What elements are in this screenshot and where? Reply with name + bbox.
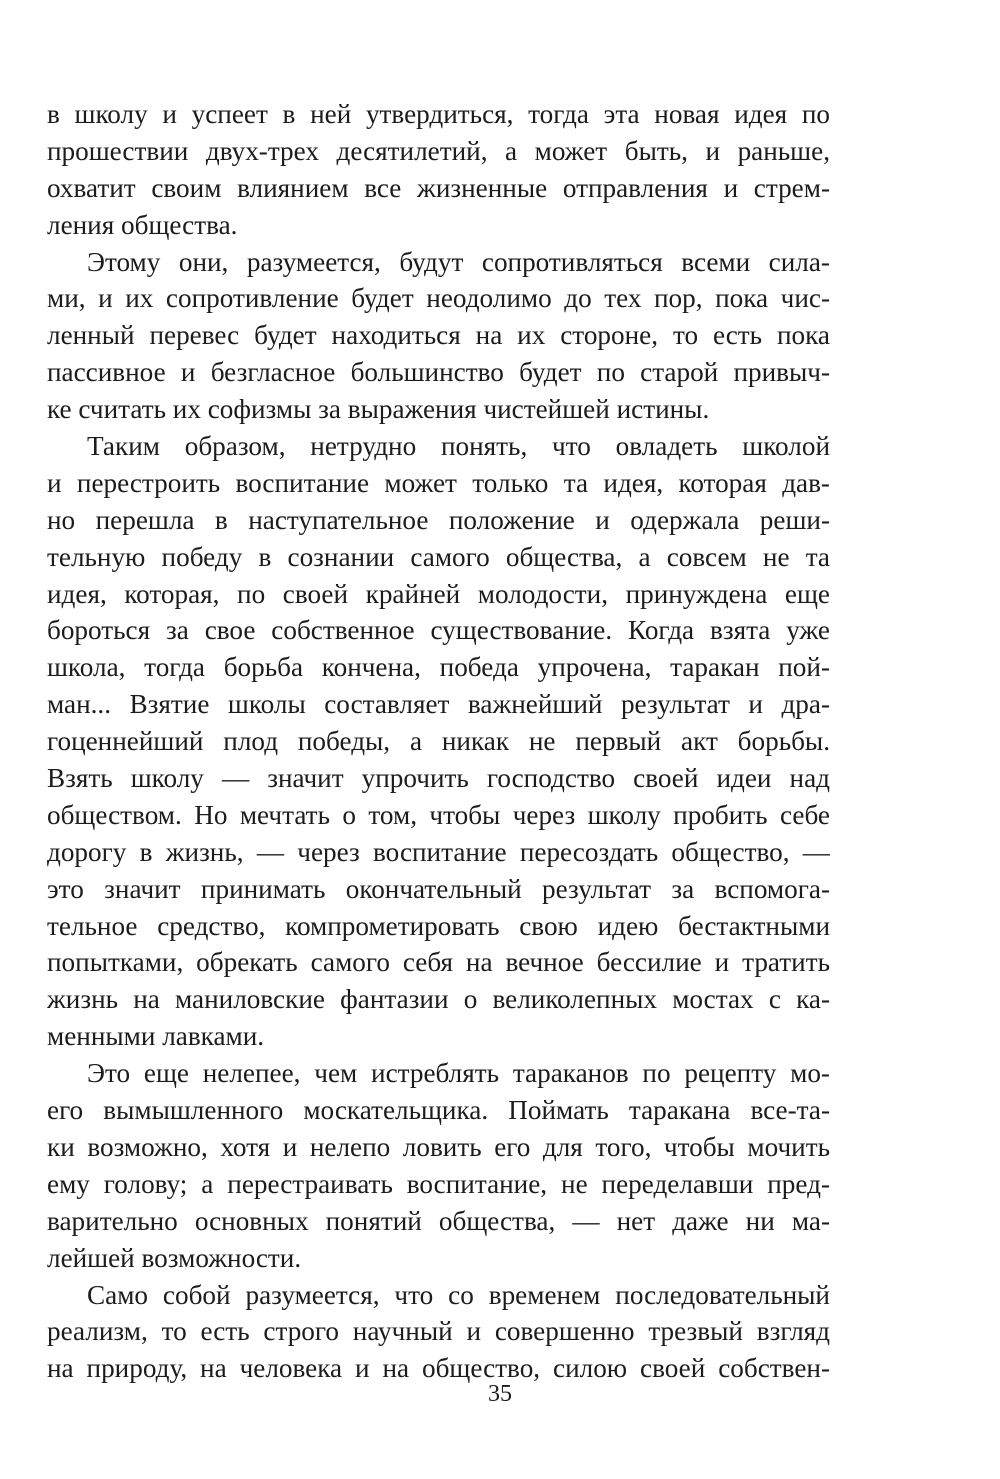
text-line: лейшей возможности. xyxy=(47,1242,302,1273)
text-line: на природу, на человека и на общество, силою своей собствен- xyxy=(47,1353,830,1384)
text-line: попытками, обрекать самого себя на вечное бессилие и тратить xyxy=(47,947,830,978)
text-line: бороться за свое собственное существование. Когда взята уже xyxy=(47,615,830,646)
text-line: охватит своим влиянием все жизненные отправления и стрем- xyxy=(47,172,830,203)
text-line: пассивное и безгласное большинство будет по старой привыч- xyxy=(47,357,830,388)
text-line: но перешла в наступательное положение и одержала реши- xyxy=(47,504,830,535)
text-line: обществом. Но мечтать о том, чтобы через школу пробить себе xyxy=(47,799,830,830)
text-line: реализм, то есть строго научный и совершенно трезвый взгляд xyxy=(47,1316,830,1347)
text-line: ки возможно, хотя и нелепо ловить его для того, чтобы мочить xyxy=(47,1131,830,1162)
text-line: Это еще нелепее, чем истреблять тараканов по рецепту мо- xyxy=(87,1058,830,1089)
text-line: ке считать их софизмы за выражения чистейшей истины. xyxy=(47,394,710,425)
page-number: 35 xyxy=(488,1381,512,1407)
text-line: жизнь на маниловские фантазии о великолепных мостах с ка- xyxy=(47,984,830,1015)
text-line: Этому они, разумеется, будут сопротивляться всеми сила- xyxy=(87,246,830,277)
text-line: ман... Взятие школы составляет важнейший результат и дра- xyxy=(47,689,830,720)
text-line: дорогу в жизнь, — через воспитание пересоздать общество, — xyxy=(47,836,830,867)
text-line: ему голову; а перестраивать воспитание, не переделавши пред- xyxy=(47,1168,830,1199)
text-line: Само собой разумеется, что со временем последовательный xyxy=(87,1279,830,1310)
text-line: школа, тогда борьба кончена, победа упрочена, таракан пой- xyxy=(47,652,830,683)
text-line: в школу и успеет в ней утвердиться, тогда эта новая идея по xyxy=(47,99,830,129)
text-line: тельную победу в сознании самого общества, а совсем не та xyxy=(47,541,830,572)
text-line: прошествии двух-трех десятилетий, а может быть, и раньше, xyxy=(47,135,830,166)
text-line: гоценнейший плод победы, а никак не первый акт борьбы. xyxy=(47,726,830,757)
text-line: это значит принимать окончательный результат за вспомога- xyxy=(47,873,830,904)
text-line: ми, и их сопротивление будет неодолимо до тех пор, пока чис- xyxy=(47,283,830,314)
paragraph xyxy=(47,1277,830,1388)
text-line: Взять школу — значит упрочить господство своей идеи над xyxy=(47,763,830,794)
paragraph xyxy=(47,1055,830,1276)
text-line: Таким образом, нетрудно понять, что овладеть школой xyxy=(87,431,830,462)
text-line: и перестроить воспитание может только та идея, которая дав- xyxy=(47,467,830,498)
paragraph xyxy=(47,244,830,428)
text-line: идея, которая, по своей крайней молодости, принуждена еще xyxy=(47,578,830,609)
page-body xyxy=(47,96,830,1387)
paragraph xyxy=(47,428,830,1055)
text-line: варительно основных понятий общества, — нет даже ни ма- xyxy=(47,1205,830,1236)
paragraph xyxy=(47,96,830,244)
text-line: тельное средство, компрометировать свою идею бестактными xyxy=(47,910,830,941)
text-line: ленный перевес будет находиться на их стороне, то есть пока xyxy=(47,320,830,351)
text-line: ления общества. xyxy=(47,209,238,240)
text-line: менными лавками. xyxy=(47,1021,265,1052)
text-line: его вымышленного москательщика. Поймать таракана все-та- xyxy=(47,1095,830,1126)
